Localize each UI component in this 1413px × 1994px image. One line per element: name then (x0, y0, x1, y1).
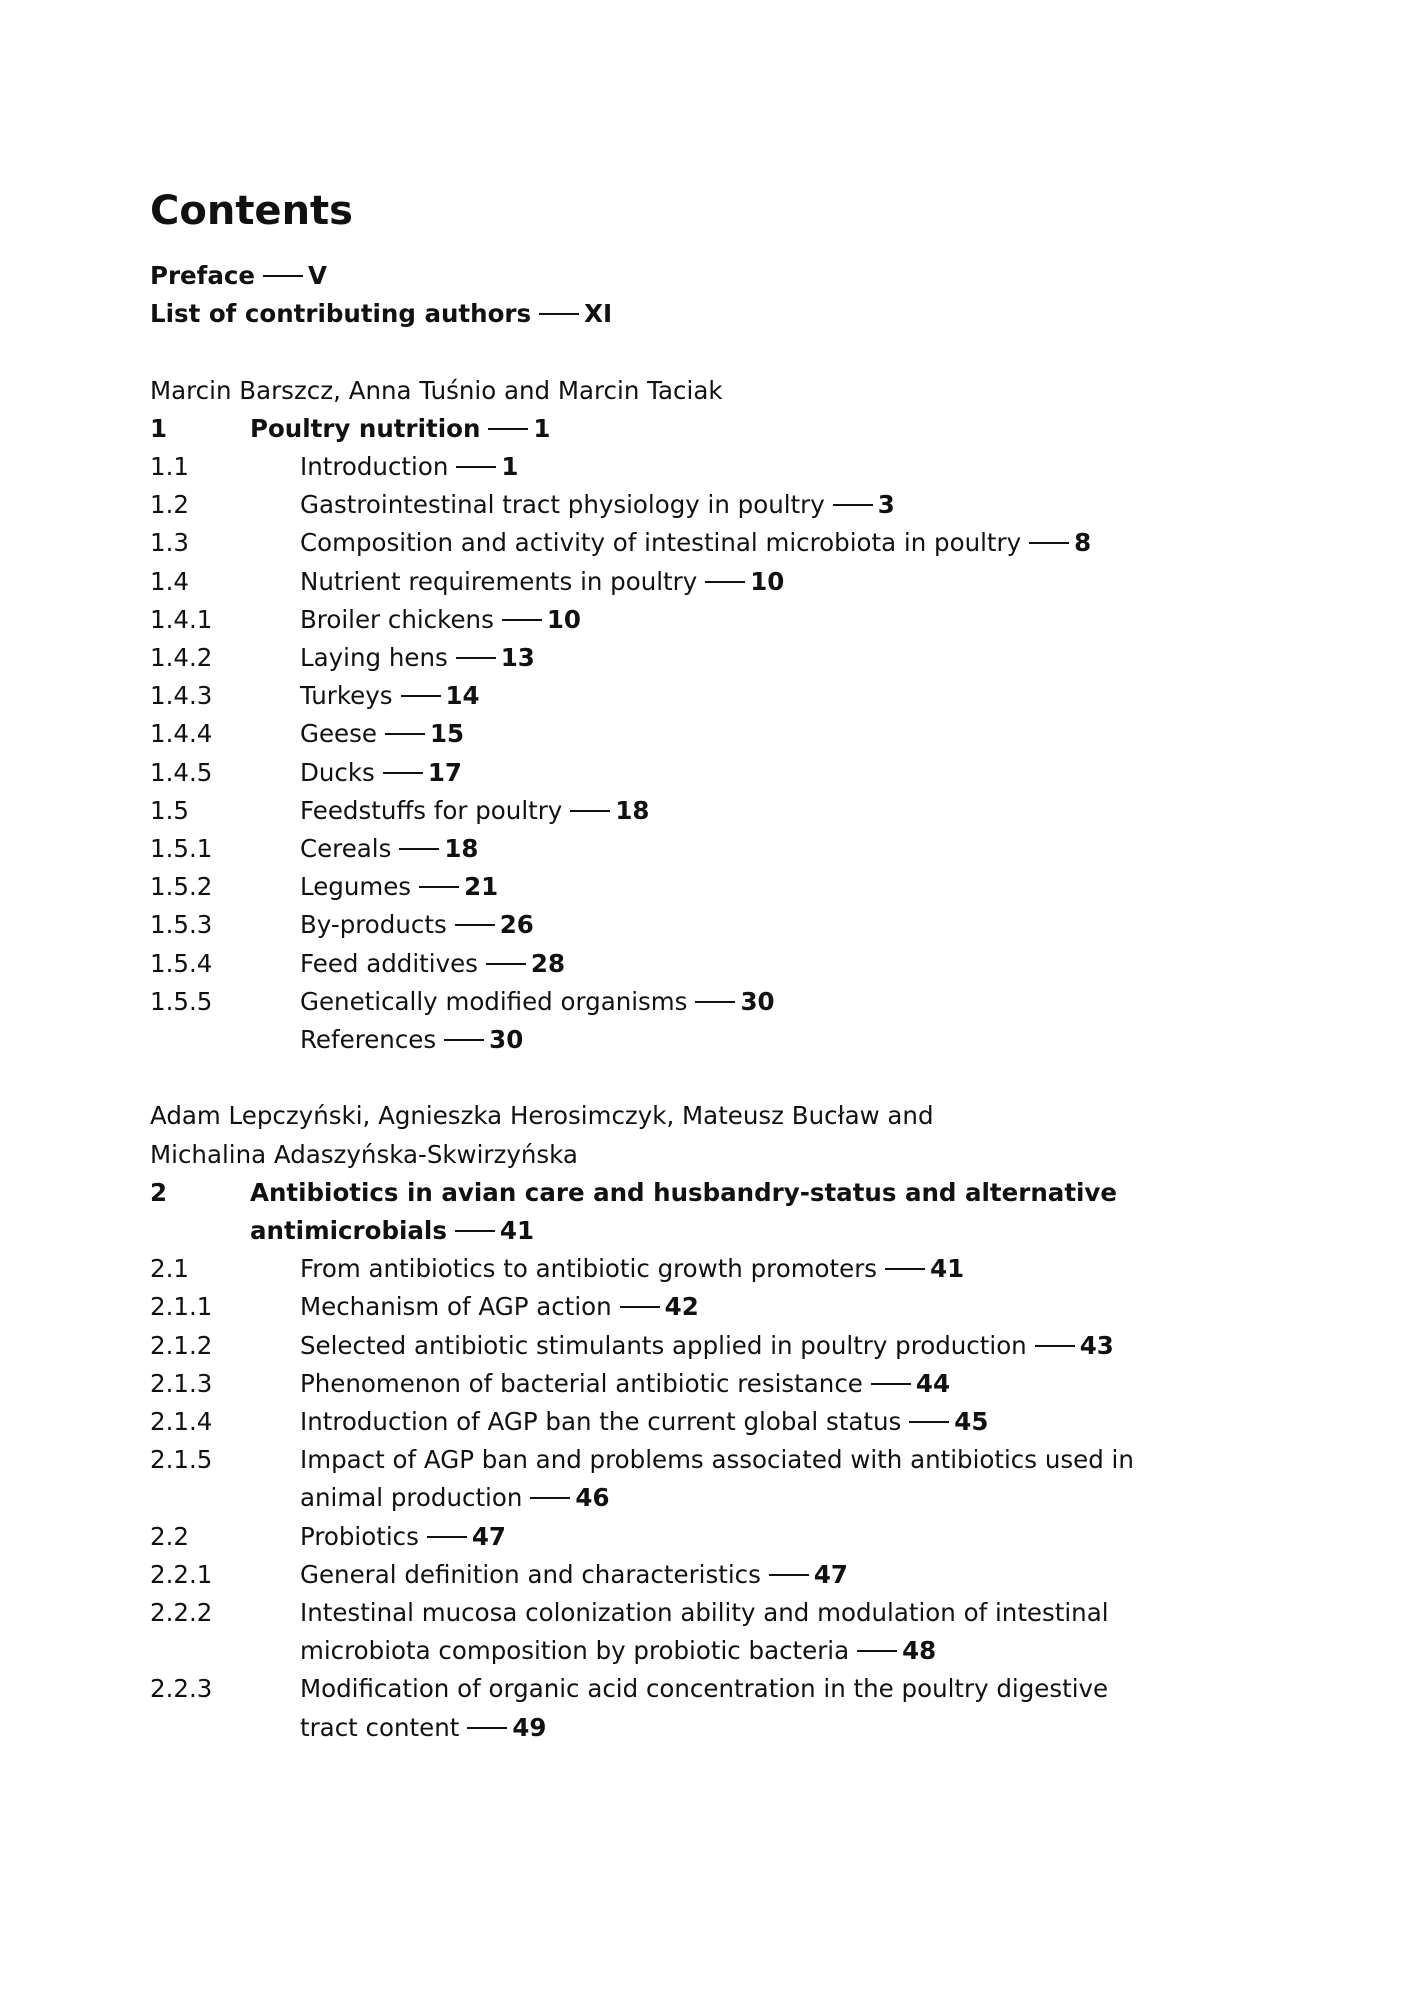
section-number: 1.4 (150, 566, 189, 596)
section-page: 44 (915, 1368, 950, 1398)
chapter-1 (150, 372, 1300, 1060)
section-list (150, 1250, 1300, 1747)
section-page: 21 (464, 872, 499, 902)
leader-dash (488, 428, 528, 430)
section-page: 49 (512, 1712, 547, 1742)
section-number: 1.1 (150, 452, 189, 481)
front-matter-entry (150, 295, 1300, 333)
section-number: 2.2 (150, 1521, 189, 1551)
section-page: 8 (1074, 528, 1092, 558)
section-title-line (300, 639, 1160, 677)
toc-entry (150, 1670, 1300, 1746)
leader-dash (419, 886, 459, 888)
toc-entry (150, 563, 1300, 601)
section-number: 1.4.1 (150, 604, 213, 634)
section-page: 15 (429, 719, 465, 749)
chapter-authors: Marcin Barszcz, Anna Tuśnio and Marcin Taciak (150, 375, 723, 405)
toc-entry (150, 1021, 1300, 1059)
section-title: Phenomenon of bacterial antibiotic resistance (300, 1368, 863, 1398)
leader-dash (401, 695, 441, 697)
leader-dash (885, 1268, 925, 1270)
section-page: 48 (902, 1636, 937, 1666)
leader-dash (383, 772, 423, 774)
leader-dash (455, 1230, 495, 1232)
toc-entry (150, 754, 1300, 792)
section-page: 13 (500, 643, 535, 673)
section-number: 2.1.5 (150, 1445, 213, 1475)
leader-dash (399, 848, 439, 850)
chapter-title: Poultry nutrition (250, 413, 481, 443)
leader-dash (455, 924, 495, 926)
toc-entry (150, 1250, 1300, 1288)
section-number: 2.1.3 (150, 1368, 213, 1398)
section-title-line (300, 524, 1160, 562)
entry-page: XI (584, 299, 613, 329)
section-title: Nutrient requirements in poultry (300, 566, 698, 596)
section-title-line (300, 1327, 1160, 1365)
section-title-line (300, 1441, 1160, 1517)
section-page: 42 (664, 1292, 699, 1322)
leader-dash (456, 657, 496, 659)
toc-entry (150, 601, 1300, 639)
section-number: 1.4.5 (150, 757, 213, 787)
section-title: Introduction of AGP ban the current global status (300, 1407, 902, 1437)
leader-dash (871, 1383, 911, 1385)
section-page: 45 (954, 1407, 989, 1437)
section-page: 46 (575, 1483, 610, 1513)
section-page: 30 (740, 986, 775, 1016)
section-title: References (300, 1025, 437, 1055)
leader-dash (444, 1039, 484, 1041)
spacer (150, 333, 1300, 371)
section-number: 1.2 (150, 490, 189, 520)
section-title: Legumes (300, 872, 412, 902)
leader-dash (456, 466, 496, 468)
section-number: 1.5 (150, 795, 189, 825)
section-page: 10 (750, 566, 785, 596)
page-title: Contents (150, 188, 353, 234)
chapter-2 (150, 1097, 1300, 1746)
chapter-number: 1 (150, 413, 168, 443)
section-title-line (300, 677, 1160, 715)
section-page: 17 (427, 757, 462, 787)
chapter-page: 1 (533, 413, 551, 443)
section-number: 2.1.4 (150, 1407, 213, 1437)
section-number: 1.5.4 (150, 948, 213, 978)
toc-entry (150, 1594, 1300, 1670)
section-title-line (300, 868, 1160, 906)
section-title-line (300, 448, 1160, 486)
toc-entry (150, 1365, 1300, 1403)
section-page: 28 (530, 948, 566, 978)
toc-entry (150, 448, 1300, 486)
entry-title: Preface (150, 261, 255, 290)
section-page: 47 (813, 1559, 848, 1589)
section-page: 18 (444, 834, 479, 864)
section-title-line (300, 563, 1160, 601)
toc-entry (150, 1556, 1300, 1594)
section-title: General definition and characteristics (300, 1559, 761, 1589)
section-number: 1.4.2 (150, 643, 213, 673)
chapter-title: Antibiotics in avian care and husbandry-status and alternative antimicrobials (250, 1177, 1118, 1246)
leader-dash (620, 1306, 660, 1308)
section-page: 1 (501, 452, 519, 481)
section-title-line (300, 906, 1160, 944)
section-list (150, 448, 1300, 1059)
chapter-title-line (250, 410, 1150, 448)
section-page: 26 (499, 910, 534, 940)
section-title-line (300, 1556, 1160, 1594)
section-title-line (300, 945, 1160, 983)
leader-dash (1035, 1345, 1075, 1347)
section-title: From antibiotics to antibiotic growth promoters (300, 1254, 878, 1284)
toc-entry (150, 715, 1300, 753)
section-number: 2.1.1 (150, 1292, 213, 1322)
section-title-line (300, 1288, 1160, 1326)
leader-dash (502, 619, 542, 621)
chapter-authors: Adam Lepczyński, Agnieszka Herosimczyk, Mateusz Bucław and (150, 1101, 934, 1131)
spacer (150, 1059, 1300, 1097)
leader-dash (695, 1001, 735, 1003)
section-page: 18 (615, 795, 650, 825)
section-number: 2.2.2 (150, 1598, 213, 1628)
section-page: 14 (445, 681, 480, 711)
section-title-line (300, 792, 1160, 830)
section-title: Modification of organic acid concentration in the poultry digestive tract content (300, 1674, 1109, 1742)
section-title-line (300, 1594, 1160, 1670)
section-title-line (300, 983, 1160, 1021)
section-title-line (300, 1365, 1160, 1403)
section-title-line (300, 1518, 1160, 1556)
leader-dash (1029, 542, 1069, 544)
leader-dash (570, 810, 610, 812)
section-title-line (300, 601, 1160, 639)
section-title: Introduction (300, 452, 449, 481)
section-title: Composition and activity of intestinal microbiota in poultry (300, 528, 1022, 558)
section-title: Geese (300, 719, 377, 749)
toc-entry (150, 1403, 1300, 1441)
section-title: Gastrointestinal tract physiology in poultry (300, 490, 825, 520)
section-title: Feedstuffs for poultry (300, 795, 563, 825)
section-title: Ducks (300, 757, 375, 787)
section-page: 30 (489, 1025, 524, 1055)
leader-dash (705, 581, 745, 583)
section-page: 10 (546, 604, 581, 634)
section-number: 1.5.5 (150, 986, 213, 1016)
leader-dash (467, 1727, 507, 1729)
contents-page (150, 185, 1300, 1747)
toc-entry (150, 1441, 1300, 1517)
entry-page: V (308, 261, 327, 290)
section-page: 41 (930, 1254, 965, 1284)
section-title: Genetically modified organisms (300, 986, 688, 1016)
section-title: Intestinal mucosa colonization ability and modulation of intestinal microbiota composition by probiotic bacteria (300, 1598, 1109, 1666)
leader-dash (539, 313, 579, 315)
leader-dash (857, 1650, 897, 1652)
front-matter (150, 257, 1300, 333)
section-title-line (300, 1021, 1160, 1059)
section-title-line (300, 1403, 1160, 1441)
toc-entry (150, 524, 1300, 562)
section-title: Cereals (300, 834, 392, 864)
section-number: 1.4.3 (150, 681, 213, 711)
section-title: By-products (300, 910, 447, 940)
section-number: 2.1.2 (150, 1330, 213, 1360)
toc-entry (150, 830, 1300, 868)
section-title-line (300, 715, 1160, 753)
leader-dash (769, 1574, 809, 1576)
toc-entry (150, 1327, 1300, 1365)
section-number: 2.2.1 (150, 1559, 213, 1589)
leader-dash (833, 504, 873, 506)
chapter-authors: Michalina Adaszyńska-Skwirzyńska (150, 1139, 578, 1169)
chapter-heading (150, 1174, 1300, 1250)
section-title-line (300, 1670, 1160, 1746)
section-title-line (300, 486, 1160, 524)
section-title: Probiotics (300, 1521, 419, 1551)
chapter-heading (150, 410, 1300, 448)
section-title: Broiler chickens (300, 604, 494, 634)
chapter-page: 41 (499, 1216, 535, 1246)
toc-entry (150, 639, 1300, 677)
section-number: 2.1 (150, 1254, 189, 1284)
section-title-line (300, 1250, 1160, 1288)
toc-entry (150, 792, 1300, 830)
section-title: Impact of AGP ban and problems associated with antibiotics used in animal production (300, 1445, 1134, 1513)
toc-entry (150, 1288, 1300, 1326)
toc-entry (150, 868, 1300, 906)
section-number: 1.4.4 (150, 719, 213, 749)
toc-entry (150, 906, 1300, 944)
section-title: Laying hens (300, 643, 448, 673)
section-number: 1.3 (150, 528, 189, 558)
toc-entry (150, 486, 1300, 524)
front-matter-entry (150, 257, 1300, 295)
section-page: 47 (471, 1521, 506, 1551)
toc-entry (150, 945, 1300, 983)
entry-title: List of contributing authors (150, 299, 532, 329)
section-number: 1.5.3 (150, 910, 213, 940)
leader-dash (385, 733, 425, 735)
leader-dash (530, 1497, 570, 1499)
section-title: Mechanism of AGP action (300, 1292, 612, 1322)
chapter-number: 2 (150, 1177, 168, 1207)
toc-entry (150, 1518, 1300, 1556)
leader-dash (263, 275, 303, 277)
section-number: 1.5.1 (150, 834, 213, 864)
section-number: 1.5.2 (150, 872, 213, 902)
section-number (150, 1021, 300, 1059)
section-page: 43 (1079, 1330, 1114, 1360)
section-title-line (300, 830, 1160, 868)
leader-dash (427, 1536, 467, 1538)
leader-dash (486, 963, 526, 965)
leader-dash (909, 1421, 949, 1423)
section-title: Turkeys (300, 681, 393, 711)
chapter-title-line (250, 1174, 1150, 1250)
toc-entry (150, 677, 1300, 715)
section-page: 3 (877, 490, 895, 520)
section-number: 2.2.3 (150, 1674, 213, 1704)
toc-entry (150, 983, 1300, 1021)
section-title: Selected antibiotic stimulants applied in poultry production (300, 1330, 1027, 1360)
section-title: Feed additives (300, 948, 478, 978)
section-title-line (300, 754, 1160, 792)
